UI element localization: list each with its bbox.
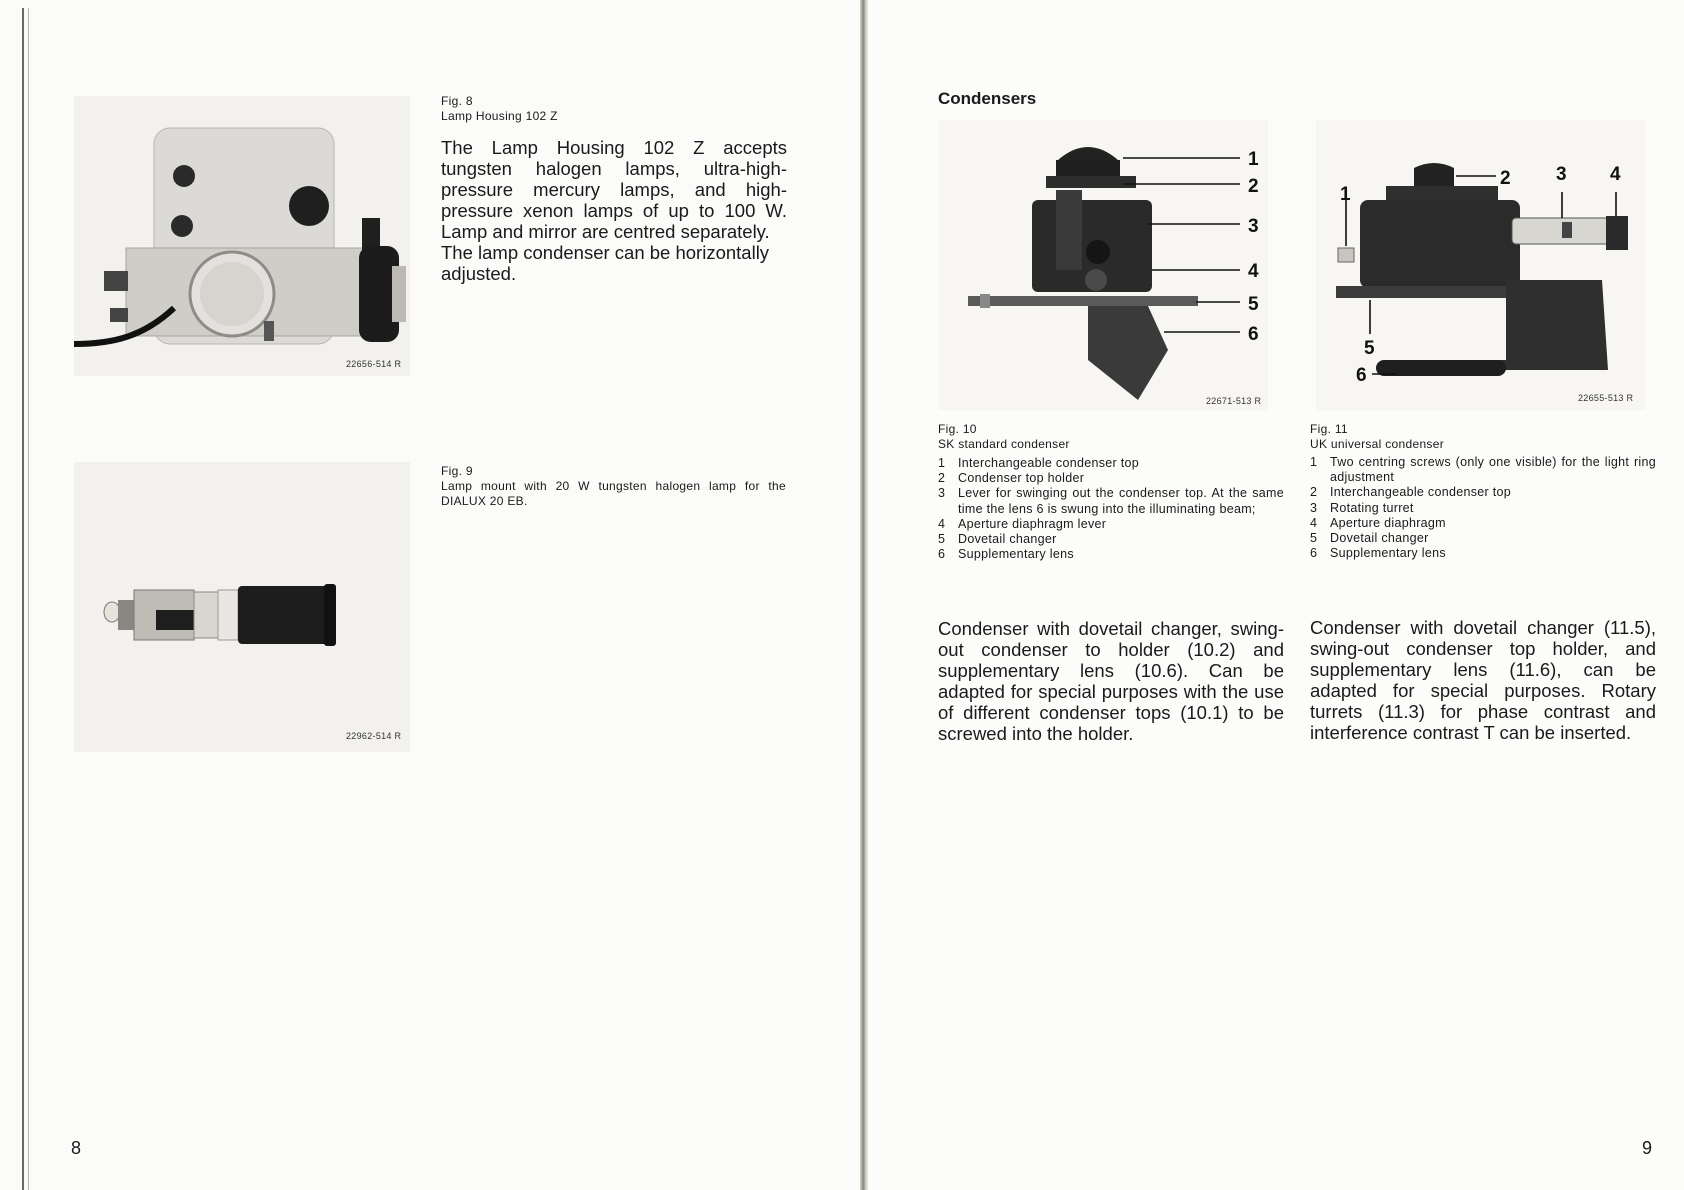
fig10-photo-code: 22671-513 R <box>1206 396 1262 406</box>
legend-item: 6 Supplementary lens <box>1310 546 1446 561</box>
sk-condenser-illustration <box>938 120 1268 410</box>
fig10-legend <box>938 456 1284 562</box>
page-edge <box>22 8 24 1190</box>
fig11-callout-1: 1 <box>1340 184 1351 205</box>
fig10-photo <box>938 120 1268 410</box>
legend-item: 5 Dovetail changer <box>938 532 1057 547</box>
fig11-photo <box>1316 120 1646 410</box>
fig9-caption: Lamp mount with 20 W tungsten halogen lamp for the DIALUX 20 EB. <box>441 479 786 508</box>
page-edge <box>28 8 29 1190</box>
fig10-caption: SK standard condenser <box>938 437 1070 451</box>
fig10-callout-3: 3 <box>1248 216 1259 237</box>
lamp-housing-illustration <box>74 96 410 376</box>
fig8-body-text <box>441 137 787 284</box>
fig11-callout-6: 6 <box>1356 365 1367 386</box>
fig11-callout-5: 5 <box>1364 338 1375 359</box>
page-number-right: 9 <box>1642 1138 1653 1158</box>
legend-item: 4 Aperture diaphragm <box>1310 515 1446 530</box>
fig8-label <box>441 94 791 124</box>
fig10-callout-5: 5 <box>1248 294 1259 315</box>
legend-item: 6 Supplementary lens <box>938 547 1074 562</box>
legend-item: 3 Lever for swinging out the condenser top. At the same time the lens 6 is swung into the illuminating beam; <box>938 486 1284 516</box>
legend-item: 4 Aperture diaphragm lever <box>938 516 1107 531</box>
fig8-body-paragraph: The Lamp Housing 102 Z accepts tungsten halogen lamps, ultra-high-pressure mercury lamps, and high-pressure xenon lamps of up to 100 W. Lamp and mirror are centred separately. <box>441 137 787 242</box>
fig8-caption: Lamp Housing 102 Z <box>441 109 558 123</box>
fig11-label <box>1310 422 1655 452</box>
fig11-callout-4: 4 <box>1610 164 1621 185</box>
fig10-callout-4: 4 <box>1248 261 1259 282</box>
legend-item: 2 Interchangeable condenser top <box>1310 485 1512 500</box>
fig10-label <box>938 422 1283 452</box>
fig10-body-text: Condenser with dovetail changer, swing-out condenser to holder (10.2) and supplementary lens (10.6). Can be adapted for special purposes with the use of different condenser tops (10.1) to be screwed into the holder. <box>938 618 1284 744</box>
fig10-callout-2: 2 <box>1248 176 1259 197</box>
fig9-label <box>441 464 786 509</box>
fig11-number: Fig. 11 <box>1310 422 1348 436</box>
fig11-photo-code: 22655-513 R <box>1578 393 1634 403</box>
book-spine <box>860 0 868 1190</box>
fig8-number: Fig. 8 <box>441 94 473 108</box>
fig9-photo <box>74 462 410 752</box>
fig11-legend <box>1310 455 1656 561</box>
legend-item: 1 Interchangeable condenser top <box>938 456 1140 470</box>
fig11-callout-2: 2 <box>1500 168 1511 189</box>
fig8-photo-code: 22656-514 R <box>346 359 402 369</box>
fig11-caption: UK universal condenser <box>1310 437 1445 451</box>
fig9-photo-code: 22962-514 R <box>346 731 402 741</box>
page-number-left: 8 <box>71 1138 82 1158</box>
fig8-body-paragraph-2: The lamp condenser can be horizontally adjusted. <box>441 242 770 284</box>
fig11-callout-3: 3 <box>1556 164 1567 185</box>
legend-item: 3 Rotating turret <box>1310 500 1414 515</box>
fig10-number: Fig. 10 <box>938 422 977 436</box>
fig11-body-text: Condenser with dovetail changer (11.5), swing-out condenser top holder, and supplementary lens (11.6), can be adapted for special purposes. Rotary turrets (11.3) for phase contrast and interference contrast T can be inserted. <box>1310 617 1656 743</box>
legend-item: 5 Dovetail changer <box>1310 531 1429 546</box>
fig8-photo <box>74 96 410 376</box>
fig10-callout-1: 1 <box>1248 149 1259 170</box>
fig10-callout-6: 6 <box>1248 324 1259 345</box>
legend-item: 1 Two centring screws (only one visible) for the light ring adjustment <box>1310 455 1656 485</box>
section-title: Condensers <box>938 89 1037 108</box>
legend-item: 2 Condenser top holder <box>938 471 1085 486</box>
lamp-mount-illustration <box>74 462 410 752</box>
uk-condenser-illustration <box>1316 120 1646 410</box>
fig9-number: Fig. 9 <box>441 464 473 478</box>
